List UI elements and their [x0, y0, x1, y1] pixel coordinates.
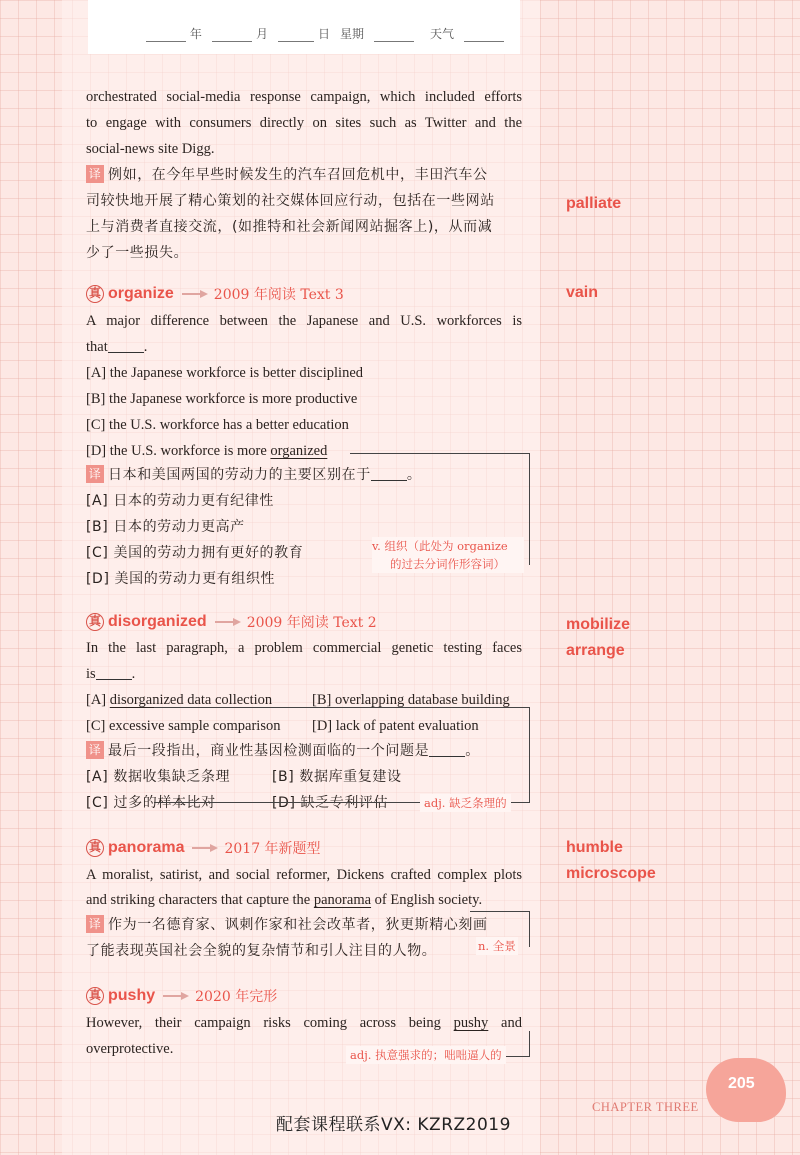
cn-question: 译 最后一段指出，商业性基因检测面临的一个问题是 。	[86, 738, 480, 764]
intro-en-line-3: social-news site Digg.	[86, 141, 215, 157]
intro-en-line-1: orchestrated social-media response campaign, which included efforts	[86, 89, 522, 105]
arrow-icon	[215, 618, 241, 626]
cn-option-d: [D] 美国的劳动力更有组织性	[86, 571, 276, 587]
entry-word: organize	[108, 285, 174, 302]
exam-tag-icon: 真	[86, 613, 104, 631]
intro-cn-line-2: 司较快地开展了精心策划的社交媒体回应行动，包括在一些网站	[86, 193, 495, 209]
translation-tag-icon: 译	[86, 741, 104, 759]
exam-tag-icon: 真	[86, 285, 104, 303]
cn-line-1: 译 作为一名德育家、讽刺作家和社会改革者，狄更斯精心刻画	[86, 912, 488, 938]
option-a: [A] the Japanese workforce is better disciplined	[86, 365, 364, 381]
translation-tag-icon: 译	[86, 465, 104, 483]
option-c: [C] excessive sample comparison	[86, 718, 281, 734]
year-label: 年	[189, 27, 202, 41]
sentence-line-2: overprotective.	[86, 1041, 174, 1057]
question-line-2: is .	[86, 666, 136, 682]
entry-header-organize	[86, 284, 344, 304]
entry-header-disorganized	[86, 612, 377, 632]
note-pushy: adj. 执意强求的；咄咄逼人的	[346, 1046, 506, 1064]
entry-word: panorama	[108, 839, 185, 856]
highlighted-word: pushy	[453, 1015, 489, 1031]
intro-cn-line-1: 译 例如，在今年早些时候发生的汽车召回危机中，丰田汽车公	[86, 162, 488, 188]
sidebar-word-mobilize: mobilize	[566, 616, 631, 633]
sidebar-word-vain: vain	[566, 284, 599, 301]
highlighted-word: panorama	[313, 892, 372, 908]
note-connector	[154, 707, 530, 803]
date-header	[88, 0, 520, 54]
intro-cn-line-4: 少了一些损失。	[86, 245, 189, 261]
option-c: [C] the U.S. workforce has a better education	[86, 417, 349, 433]
cn-option-b: [B] 日本的劳动力更高产	[86, 519, 245, 535]
cn-option-a: [A] 日本的劳动力更有纪律性	[86, 493, 274, 509]
sidebar-word-palliate: palliate	[566, 195, 622, 212]
entry-header-panorama	[86, 838, 321, 858]
sidebar-word-humble: humble	[566, 839, 623, 856]
entry-source: 2009 年阅读 Text 2	[246, 615, 377, 631]
option-d: [D] the U.S. workforce is more organized	[86, 443, 328, 459]
option-a: [A] disorganized data collection	[86, 692, 273, 708]
highlighted-word: disorganized	[109, 692, 184, 708]
note-disorganized: adj. 缺乏条理的	[420, 794, 511, 812]
weather-label: 天气	[429, 27, 454, 41]
entry-word: disorganized	[108, 613, 207, 630]
sentence-line-1: A moralist, satirist, and social reformer, Dickens crafted complex plots	[86, 867, 522, 883]
footer-text: 配套课程联系VX: KZRZ2019	[276, 1115, 511, 1135]
sidebar-word-arrange: arrange	[566, 642, 625, 659]
exam-tag-icon: 真	[86, 839, 104, 857]
intro-en-line-2: to engage with consumers directly on sites such as Twitter and the	[86, 115, 522, 131]
arrow-icon	[163, 992, 189, 1000]
question-line-1: A major difference between the Japanese and U.S. workforces is	[86, 313, 522, 329]
option-b: [B] overlapping database building	[312, 692, 510, 708]
question-line-2: that .	[86, 339, 148, 355]
month-label: 月	[255, 27, 268, 41]
cn-option-c: [C] 美国的劳动力拥有更好的教育	[86, 545, 304, 561]
intro-cn-line-3: 上与消费者直接交流，(如推特和社会新闻网站掘客上)，从而减	[86, 219, 493, 235]
chapter-label: CHAPTER THREE	[592, 1100, 699, 1114]
entry-source: 2017 年新题型	[224, 841, 321, 857]
cn-question: 译 日本和美国两国的劳动力的主要区别在于 。	[86, 462, 421, 488]
sidebar-word-microscope: microscope	[566, 865, 656, 882]
cn-option-a: [A] 数据收集缺乏条理	[86, 769, 231, 785]
note-panorama: n. 全景	[478, 939, 516, 953]
sentence-line-1: However, their campaign risks coming across being pushy and	[86, 1015, 522, 1031]
entry-word: pushy	[108, 987, 156, 1004]
arrow-icon	[192, 844, 218, 852]
entry-source: 2009 年阅读 Text 3	[213, 287, 344, 303]
option-b: [B] the Japanese workforce is more productive	[86, 391, 358, 407]
page-number: 205	[728, 1075, 755, 1092]
note-organize: v. 组织（此处为 organize 的过去分词作形容词）	[372, 537, 524, 573]
cn-option-b: [B] 数据库重复建设	[272, 769, 402, 785]
translation-tag-icon: 译	[86, 165, 104, 183]
day-label: 日	[317, 27, 330, 41]
cn-option-d: [D] 缺乏专利评估	[272, 795, 389, 811]
cn-line-2: 了能表现英国社会全貌的复杂情节和引人注目的人物。	[86, 943, 437, 959]
entry-source: 2020 年完形	[195, 989, 278, 1005]
sentence-line-2: and striking characters that capture the panorama of English society.	[86, 892, 483, 908]
exam-tag-icon: 真	[86, 987, 104, 1005]
cn-option-c: [C] 过多的样本比对	[86, 795, 216, 811]
arrow-icon	[182, 290, 208, 298]
entry-header-pushy	[86, 986, 277, 1006]
question-line-1: In the last paragraph, a problem commercial genetic testing faces	[86, 640, 522, 656]
weekday-label: 星期	[339, 27, 364, 41]
option-d: [D] lack of patent evaluation	[312, 718, 479, 734]
translation-tag-icon: 译	[86, 915, 104, 933]
highlighted-word: organized	[270, 443, 328, 459]
